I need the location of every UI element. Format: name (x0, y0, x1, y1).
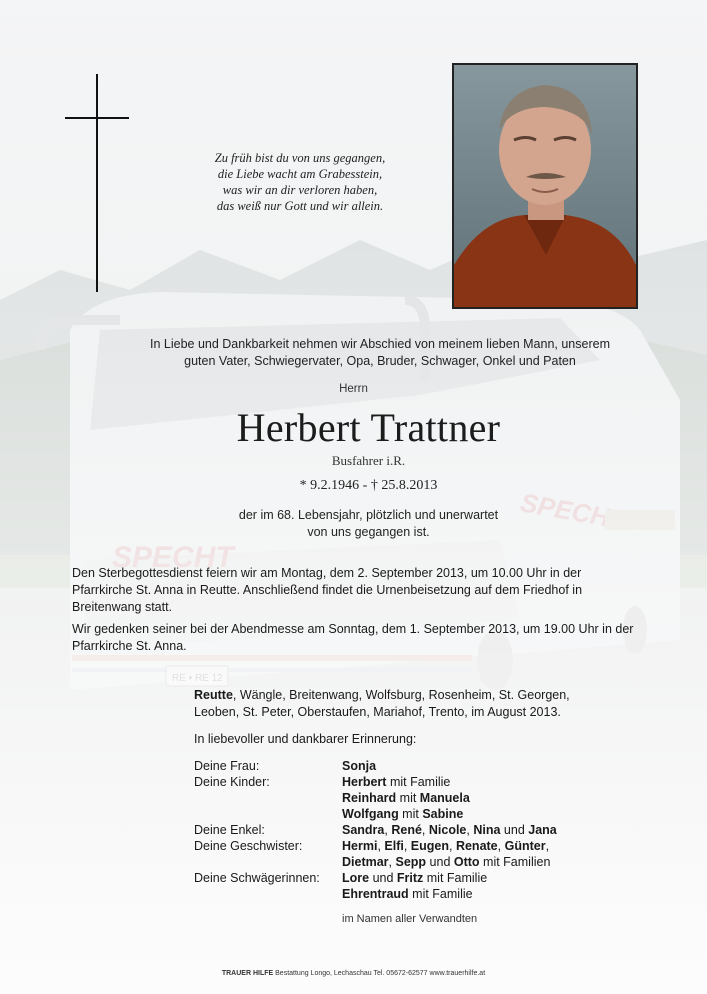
relation-names (342, 790, 614, 806)
footer-imprint (0, 970, 707, 977)
relation-label: Deine Geschwister: (194, 839, 303, 853)
family-member: Renate (455, 839, 498, 853)
family-row (194, 774, 614, 790)
relation-label: Deine Schwägerinnen: (194, 871, 320, 885)
passing-line: der im 68. Lebensjahr, plötzlich und unerwartet (238, 508, 499, 522)
announcement-intro (90, 336, 670, 370)
family-member: Fritz (396, 871, 424, 885)
family-note: mit (398, 807, 423, 821)
family-member: Wolfgang (342, 807, 399, 821)
portrait-photo (452, 63, 638, 309)
family-member: Nina (473, 823, 501, 837)
family-member: Sepp (395, 855, 427, 869)
funeral-service-text: Den Sterbegottesdienst feiern wir am Montag, dem 2. September 2013, um 10.00 Uhr in der Pfarrkirche St. Anna in Reutte. Anschließend findet die Urnenbeisetzung auf dem Friedhof in Breitenwang statt. (72, 566, 583, 614)
family-row (194, 822, 614, 838)
places-rest: , Wängle, Breitenwang, Wolfsburg, Rosenheim, St. Georgen, Leoben, St. Peter, Oberstaufen, Mariahof, Trento, im August 2013. (194, 688, 570, 719)
family-row (194, 758, 614, 774)
relation-names (342, 806, 614, 822)
family-member: Günter (504, 839, 546, 853)
relation-names: Hermi, Elfi, Eugen, Renate, Günter, (342, 839, 550, 853)
family-member: Herbert (342, 775, 387, 789)
salutation: Herrn (339, 383, 368, 395)
poem-line: Zu früh bist du von uns gegangen, (214, 151, 386, 165)
evening-mass-text: Wir gedenken seiner bei der Abendmesse am Sonntag, dem 1. September 2013, um 19.00 Uhr in der Pfarrkirche St. Anna. (72, 622, 634, 653)
closing-line: im Namen aller Verwandten (342, 913, 478, 925)
family-note: mit Familien (479, 855, 551, 869)
passing-line: von uns gegangen ist. (307, 525, 430, 539)
memorial-poem (190, 150, 410, 214)
life-dates: * 9.2.1946 - † 25.8.2013 (299, 478, 438, 493)
family-member: Hermi (342, 839, 378, 853)
family-row (194, 886, 614, 902)
family-row (194, 790, 614, 806)
cross-vertical-bar (96, 74, 98, 292)
footer-details: Bestattung Longo, Lechaschau Tel. 05672-62577 www.trauerhilfe.at (273, 970, 486, 977)
family-note: mit Familie (423, 871, 488, 885)
family-list (194, 758, 614, 902)
family-member: Sabine (422, 807, 464, 821)
family-row (194, 838, 614, 854)
family-note: mit Familie (386, 775, 451, 789)
family-note: mit (396, 791, 420, 805)
relation-names: Dietmar, Sepp und Otto mit Familien (342, 855, 551, 869)
family-member: Sandra (342, 823, 385, 837)
family-member: Elfi (384, 839, 404, 853)
family-member: Sonja (342, 759, 377, 773)
relation-names (342, 758, 614, 774)
family-member: Jana (528, 823, 557, 837)
family-member: Manuela (419, 791, 470, 805)
places-and-date (194, 687, 614, 721)
relation-names: Sandra, René, Nicole, Nina und Jana (342, 823, 557, 837)
place-first: Reutte (194, 688, 233, 702)
deceased-name: Herbert Trattner (236, 405, 501, 450)
portrait-image (454, 65, 636, 307)
poem-line: das weiß nur Gott und wir allein. (216, 199, 384, 213)
poem-line: was wir an dir verloren haben, (222, 183, 378, 197)
family-member: Eugen (410, 839, 449, 853)
relation-label: Deine Kinder: (194, 775, 270, 789)
relation-names (342, 886, 614, 902)
family-row (194, 806, 614, 822)
intro-line: guten Vater, Schwiegervater, Opa, Bruder, Schwager, Onkel und Paten (184, 354, 576, 368)
family-row (194, 870, 614, 886)
memory-line: In liebevoller und dankbarer Erinnerung: (194, 732, 417, 746)
relation-label: Deine Enkel: (194, 823, 265, 837)
family-member: Dietmar (342, 855, 389, 869)
family-member: Otto (453, 855, 480, 869)
relation-names: Lore und Fritz mit Familie (342, 871, 488, 885)
family-row (194, 854, 614, 870)
poem-line: die Liebe wacht am Grabesstein, (217, 167, 383, 181)
family-member: Reinhard (342, 791, 397, 805)
family-member: René (391, 823, 422, 837)
relation-label: Deine Frau: (194, 759, 260, 773)
cross-horizontal-bar (65, 117, 129, 119)
family-member: Lore (342, 871, 370, 885)
footer-brand: TRAUER HILFE (221, 970, 274, 977)
intro-line: In Liebe und Dankbarkeit nehmen wir Abschied von meinem lieben Mann, unserem (150, 337, 610, 351)
family-member: Nicole (428, 823, 467, 837)
family-note: mit Familie (408, 887, 473, 901)
deceased-occupation: Busfahrer i.R. (331, 453, 406, 468)
relation-names (342, 774, 614, 790)
passing-statement (0, 507, 707, 541)
family-member: Ehrentraud (342, 887, 409, 901)
